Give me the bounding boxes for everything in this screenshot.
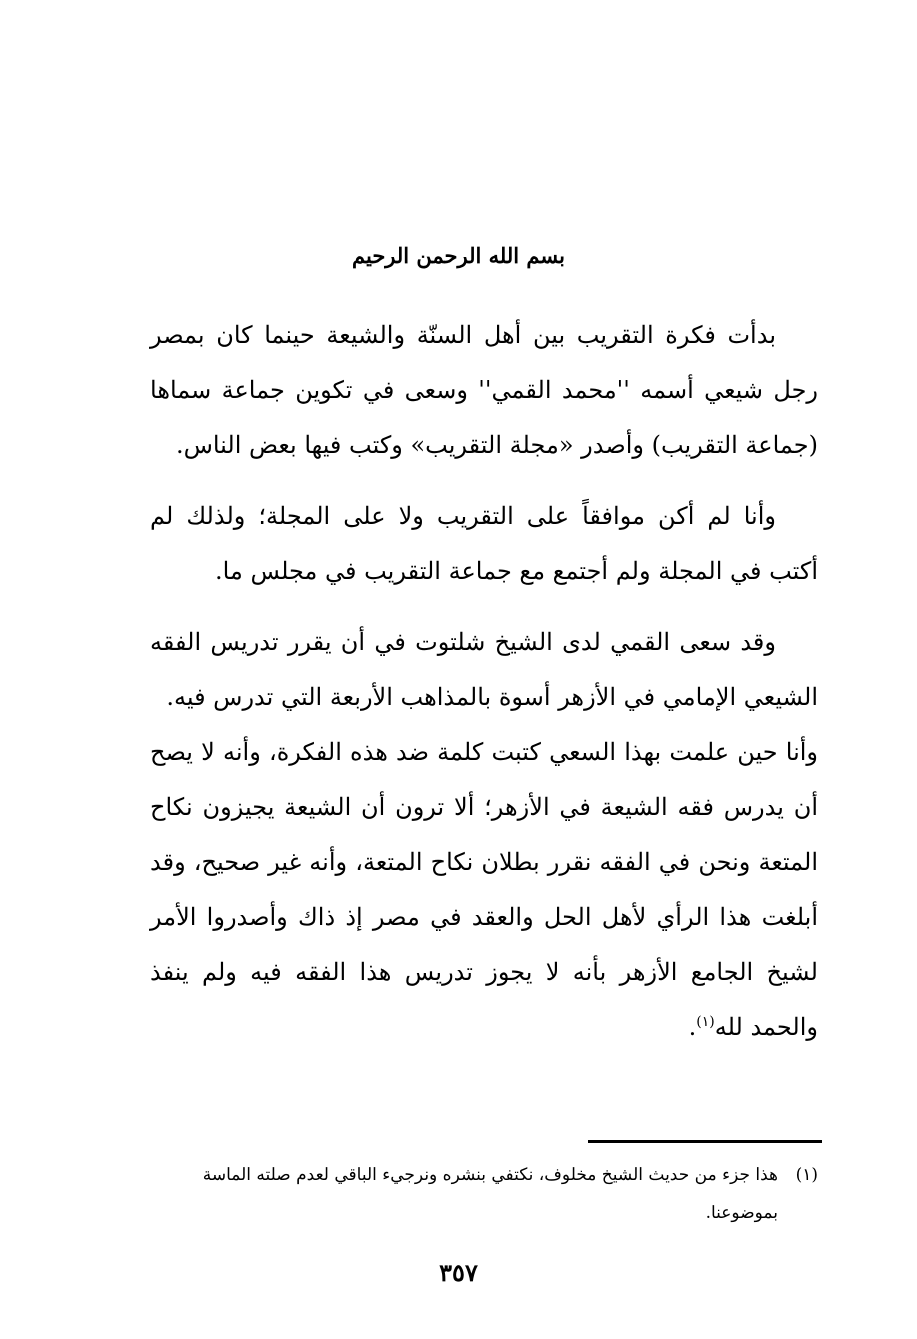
- paragraph-4-text: وأنا حين علمت بهذا السعي كتبت كلمة ضد هذه الفكرة، وأنه لا يصح أن يدرس فقه الشيعة في الأزهر؛ ألا ترون أن الشيعة يجيزون نكاح المتعة ونحن في الفقه نقرر بطلان نكاح المتعة، وأنه غير صحيح، وقد أبلغت هذا الرأي لأهل الحل والعقد في مصر إذ ذاك وأصدروا الأمر لشيخ الجامع الأزهر بأنه لا يجوز تدريس هذا الفقه فيه ولم ينفذ والحمد لله: [150, 738, 819, 1041]
- footnote-separator: [588, 1140, 822, 1143]
- page-number: ٣٥٧: [439, 1258, 478, 1287]
- paragraph-4-end: .: [688, 1013, 697, 1041]
- paragraph-3: وقد سعى القمي لدى الشيخ شلتوت في أن يقرر تدريس الفقه الشيعي الإمامي في الأزهر أسوة بالمذاهب الأربعة التي تدرس فيه.: [150, 628, 818, 711]
- footnote-marker: (١): [696, 1014, 715, 1030]
- basmala-heading: بسم الله الرحمن الرحيم: [352, 243, 565, 268]
- body-text: [150, 308, 818, 1055]
- paragraph-1: بدأت فكرة التقريب بين أهل السنّة والشيعة حينما كان بمصر رجل شيعي أسمه ''محمد القمي'' وسعى في تكوين جماعة سماها (جماعة التقريب) وأصدر «مجلة التقريب» وكتب فيها بعض الناس.: [150, 321, 818, 459]
- footnote-number: (١): [795, 1165, 818, 1185]
- footnote-text-2: بموضوعنا.: [705, 1203, 778, 1223]
- footnote-text-1: هذا جزء من حديث الشيخ مخلوف، نكتفي بنشره ونرجيء الباقي لعدم صلته الماسة: [202, 1165, 778, 1185]
- footnote-line-2: [150, 1194, 818, 1232]
- paragraph-2: وأنا لم أكن موافقاً على التقريب ولا على المجلة؛ ولذلك لم أكتب في المجلة ولم أجتمع مع جماعة التقريب في مجلس ما.: [150, 502, 818, 585]
- footnote: [150, 1156, 818, 1232]
- paragraph-4: [150, 725, 818, 1055]
- footnote-line-1: [150, 1156, 818, 1194]
